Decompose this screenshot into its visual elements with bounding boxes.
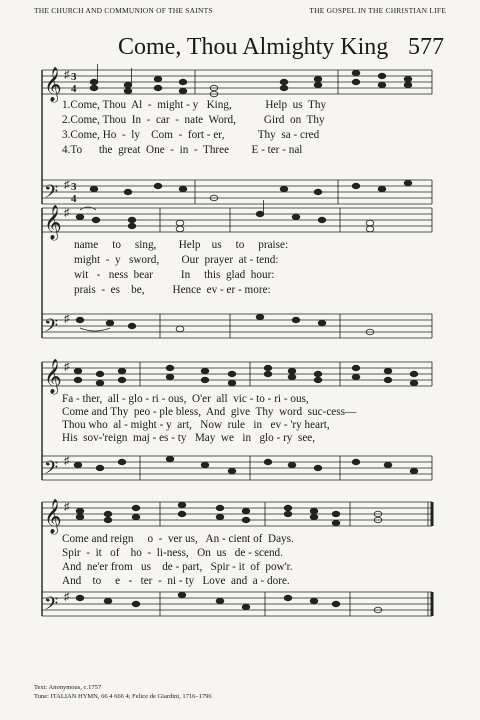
lyric-line-verse-3: wit - ness bear In this glad hour: [74, 269, 275, 281]
lyric-line-verse-4: prais - es be, Hence ev - er - more: [74, 284, 271, 296]
svg-text:𝄞: 𝄞 [44, 206, 62, 239]
lyric-line-verse-1: 1.Come, Thou Al - might - y King, Help us Thy [62, 99, 327, 111]
hymn-credits [34, 683, 212, 701]
svg-text:𝄢: 𝄢 [44, 457, 59, 482]
lyric-line-verse-4: 4.To the great One - in - Three E - ter - nal [62, 144, 303, 156]
music-system-4 [0, 494, 480, 654]
section-header-left: THE CHURCH AND COMMUNION OF THE SAINTS [34, 6, 213, 15]
staff-notation [0, 494, 480, 654]
lyric-line-verse-3: 3.Come, Ho - ly Com - fort - er, Thy sa - cred [62, 129, 320, 141]
svg-text:3: 3 [71, 181, 77, 193]
lyric-line-verse-4: And to e - ter - ni - ty Love and a - dore. [62, 575, 290, 587]
lyric-line-verse-4: His sov-'reign maj - es - ty May we in glo - ry see, [62, 432, 316, 444]
music-system-3 [0, 356, 480, 516]
lyric-line-verse-2: Come and Thy peo - ple bless, And give Thy word suc-cess— [62, 406, 357, 418]
svg-text:𝄞: 𝄞 [44, 68, 62, 101]
svg-text:3: 3 [71, 71, 77, 83]
svg-text:♯: ♯ [64, 501, 70, 513]
lyric-line-verse-2: 2.Come, Thou In - car - nate Word, Gird on Thy [62, 114, 325, 126]
lyric-line-verse-1: Fa - ther, all - glo - ri - ous, O'er all vic - to - ri - ous, [62, 393, 309, 405]
section-header-right: THE GOSPEL IN THE CHRISTIAN LIFE [309, 6, 446, 15]
svg-text:𝄞: 𝄞 [44, 500, 62, 533]
svg-text:♯: ♯ [64, 179, 70, 191]
lyric-line-verse-2: Spir - it of ho - li-ness, On us de - scend. [62, 547, 283, 559]
svg-text:𝄢: 𝄢 [44, 181, 59, 206]
svg-text:♯: ♯ [64, 313, 70, 325]
hymn-title: Come, Thou Almighty King [118, 34, 389, 60]
svg-text:𝄢: 𝄢 [44, 315, 59, 340]
music-system-1 [0, 58, 480, 218]
svg-text:𝄢: 𝄢 [44, 593, 59, 618]
tune-credit: Tune: ITALIAN HYMN, 66 4 666 4; Felice de Giardini, 1716–1796 [34, 693, 212, 700]
svg-text:♯: ♯ [64, 455, 70, 467]
lyric-line-verse-1: name to sing, Help us to praise: [74, 239, 289, 251]
lyric-line-verse-3: And ne'er from us de - part, Spir - it of pow'r. [62, 561, 293, 573]
text-credit: Text: Anonymous, c.1757 [34, 684, 102, 691]
lyric-line-verse-2: might - y sword, Our prayer at - tend: [74, 254, 279, 266]
svg-text:♯: ♯ [64, 361, 70, 373]
lyric-line-verse-3: Thou who al - might - y art, Now rule in ev - 'ry heart, [62, 419, 330, 431]
svg-text:4: 4 [71, 193, 77, 205]
hymn-number: 577 [408, 34, 444, 60]
svg-text:4: 4 [71, 83, 77, 95]
lyric-line-verse-1: Come and reign o - ver us, An - cient of Days. [62, 533, 294, 545]
svg-text:𝄞: 𝄞 [44, 360, 62, 393]
svg-text:♯: ♯ [64, 207, 70, 219]
svg-text:♯: ♯ [64, 69, 70, 81]
svg-text:♯: ♯ [64, 591, 70, 603]
music-system-2 [0, 200, 480, 360]
